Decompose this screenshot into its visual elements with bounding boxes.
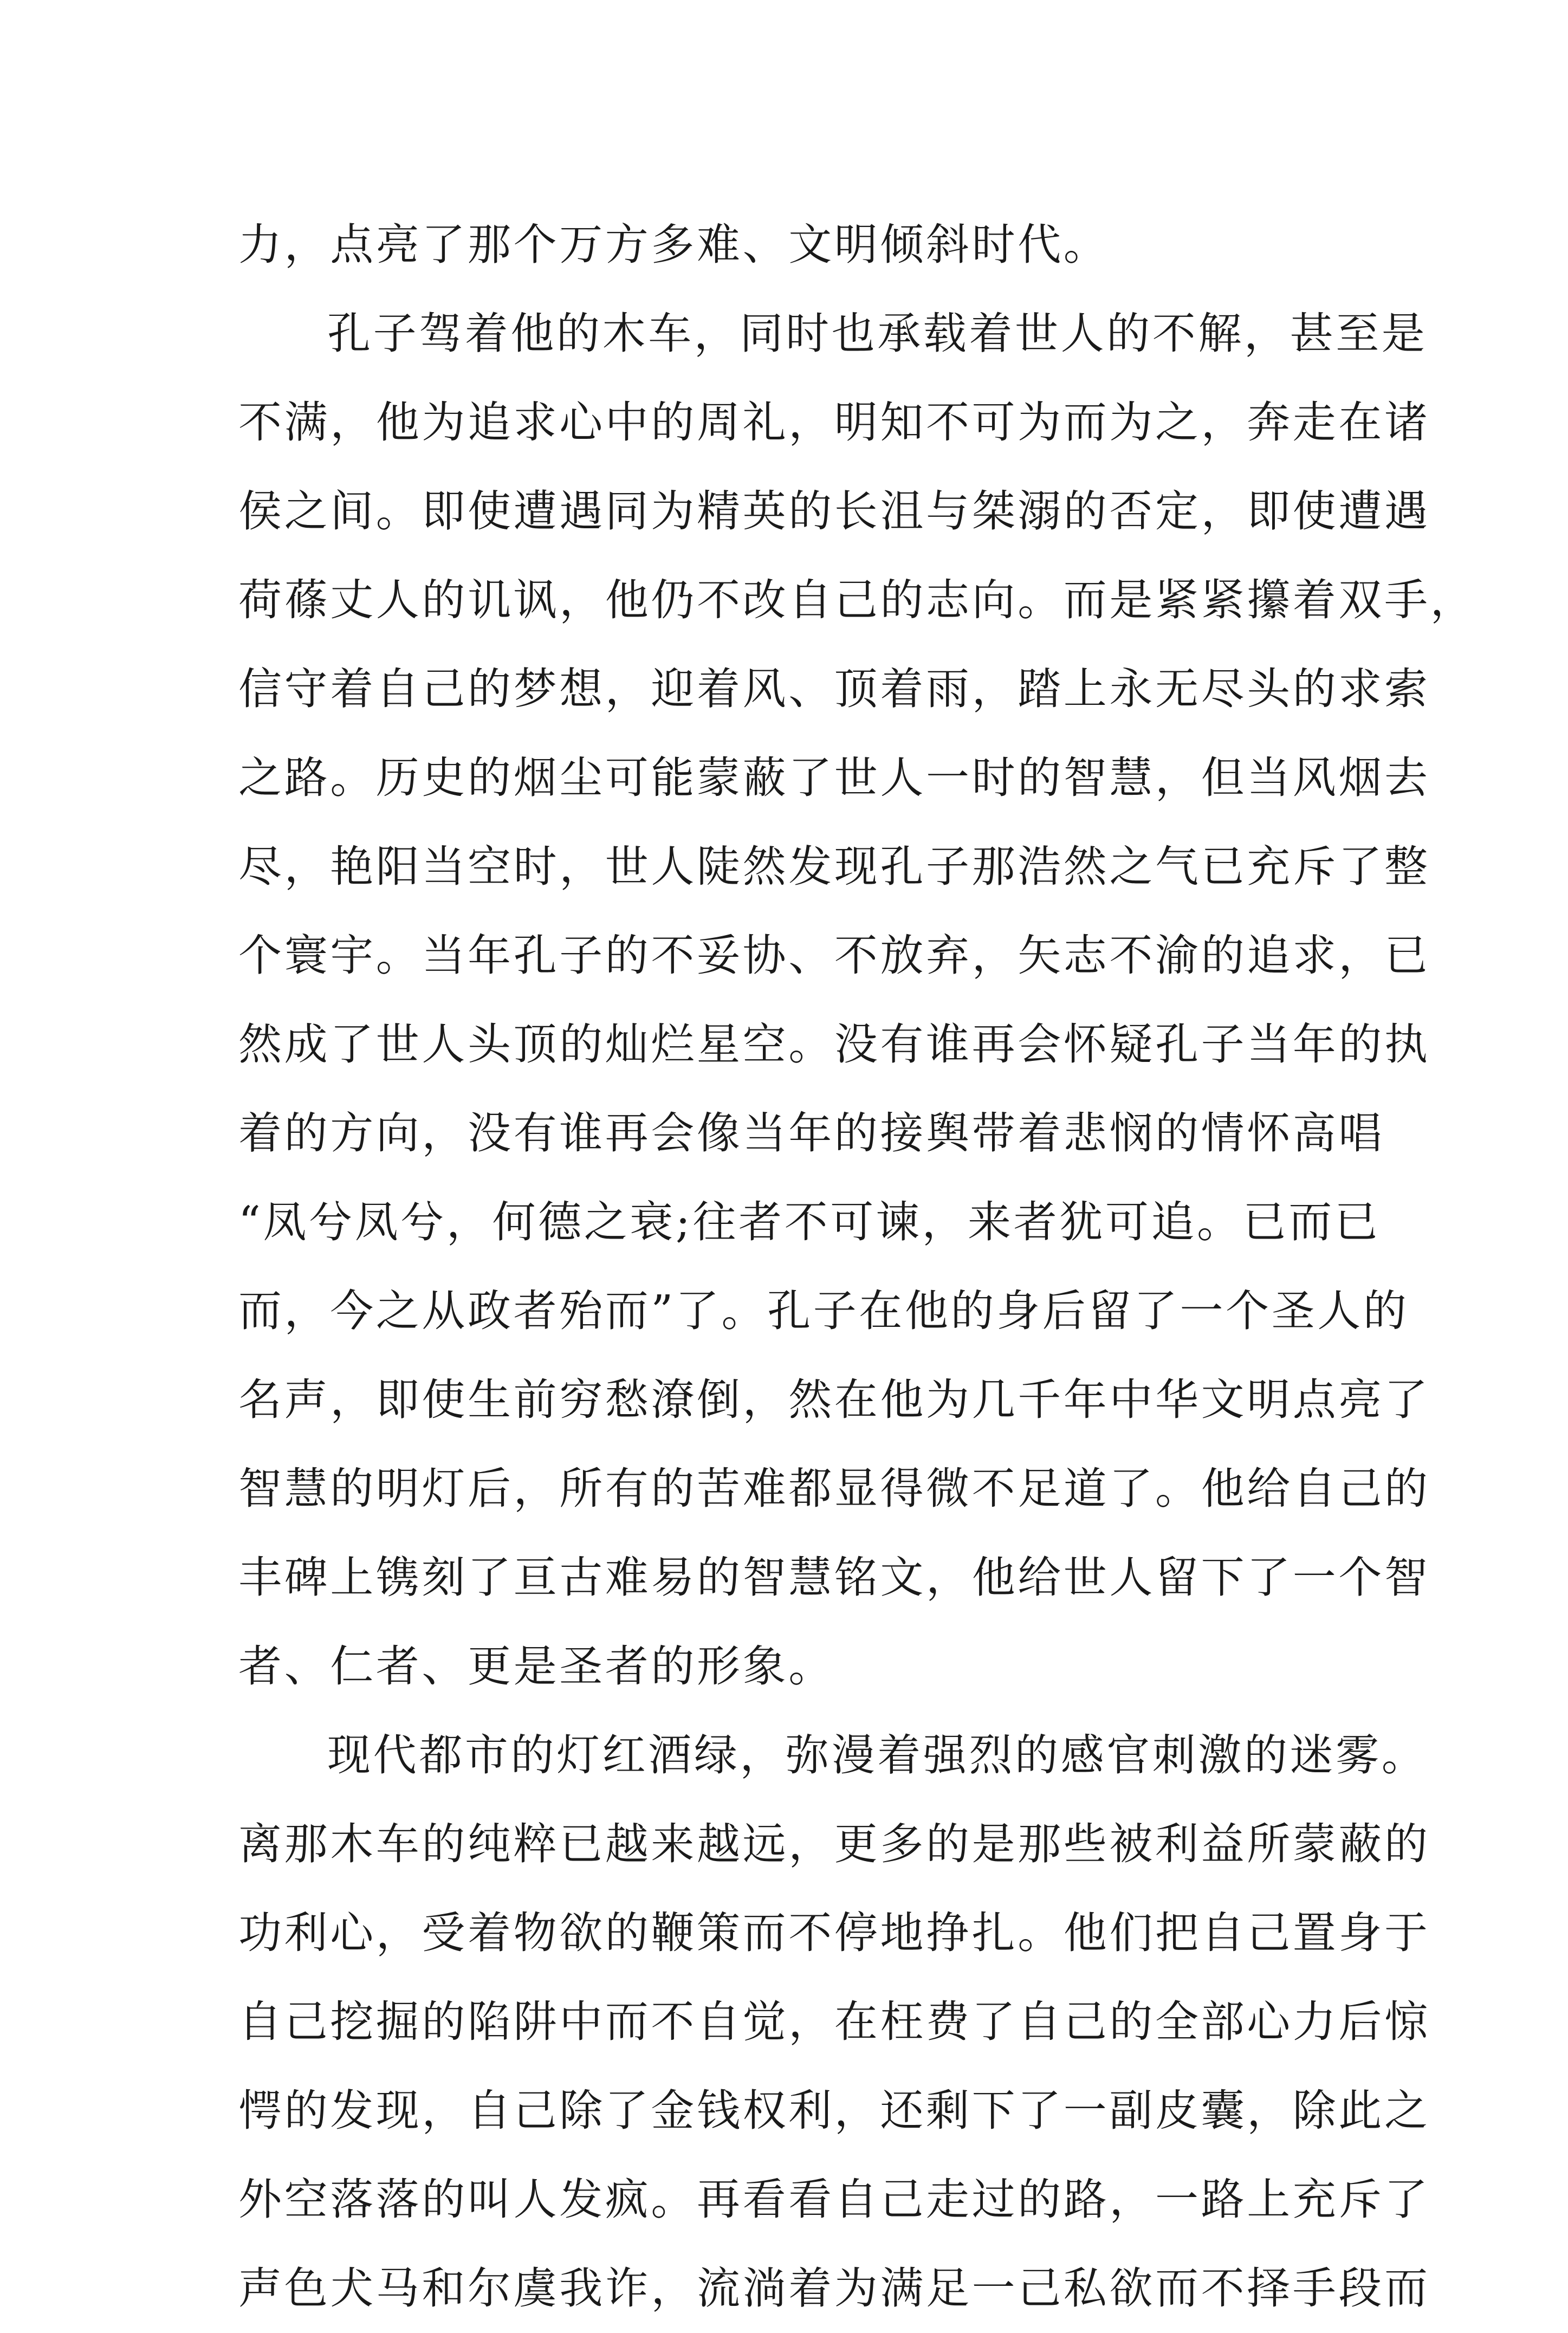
text-line: 之路。历史的烟尘可能蒙蔽了世人一时的智慧，但当风烟去 [238,753,1430,803]
text-line: “凤兮凤兮，何德之衰;往者不可谏，来者犹可追。已而已 [238,1197,1381,1247]
text-line: 荷蓧丈人的讥讽，他仍不改自己的志向。而是紧紧攥着双手， [238,575,1476,625]
text-line: 而，今之从政者殆而”了。孔子在他的身后留了一个圣人的 [238,1286,1409,1336]
text-line: 丰碑上镌刻了亘古难易的智慧铭文，他给世人留下了一个智 [238,1552,1430,1603]
text-line: 信守着自己的梦想，迎着风、顶着雨，踏上永无尽头的求索 [238,664,1430,714]
text-line: 力，点亮了那个万方多难、文明倾斜时代。 [238,219,1110,270]
text-line: 者、仁者、更是圣者的形象。 [238,1641,834,1692]
text-line: 名声，即使生前穷愁潦倒，然在他为几千年中华文明点亮了 [238,1375,1430,1425]
text-line: 智慧的明灯后，所有的苦难都显得微不足道了。他给自己的 [238,1463,1430,1514]
text-line: 个寰宇。当年孔子的不妥协、不放弃，矢志不渝的追求，已 [238,930,1430,981]
paragraph-start-line: 现代都市的灯红酒绿，弥漫着强烈的感官刺激的迷雾。 [327,1730,1428,1780]
text-line: 外空落落的叫人发疯。再看看自己走过的路，一路上充斥了 [238,2174,1430,2225]
text-line: 离那木车的纯粹已越来越远，更多的是那些被利益所蒙蔽的 [238,1819,1430,1869]
text-line: 自己挖掘的陷阱中而不自觉，在枉费了自己的全部心力后惊 [238,1997,1430,2047]
text-line: 声色犬马和尔虞我诈，流淌着为满足一己私欲而不择手段而 [238,2263,1430,2313]
paragraph-start-line: 孔子驾着他的木车，同时也承载着世人的不解，甚至是 [327,308,1428,359]
body-text [238,200,1476,2333]
text-line: 着的方向，没有谁再会像当年的接舆带着悲悯的情怀高唱 [238,1108,1384,1158]
text-line: 愕的发现，自己除了金钱权利，还剩下了一副皮囊，除此之 [238,2085,1430,2136]
text-line: 不满，他为追求心中的周礼，明知不可为而为之，奔走在诸 [238,397,1430,448]
text-line: 功利心，受着物欲的鞭策而不停地挣扎。他们把自己置身于 [238,1908,1430,1958]
text-line: 尽，艳阳当空时，世人陡然发现孔子那浩然之气已充斥了整 [238,841,1430,892]
text-line: 然成了世人头顶的灿烂星空。没有谁再会怀疑孔子当年的执 [238,1019,1430,1070]
text-line: 侯之间。即使遭遇同为精英的长沮与桀溺的否定，即使遭遇 [238,486,1430,536]
